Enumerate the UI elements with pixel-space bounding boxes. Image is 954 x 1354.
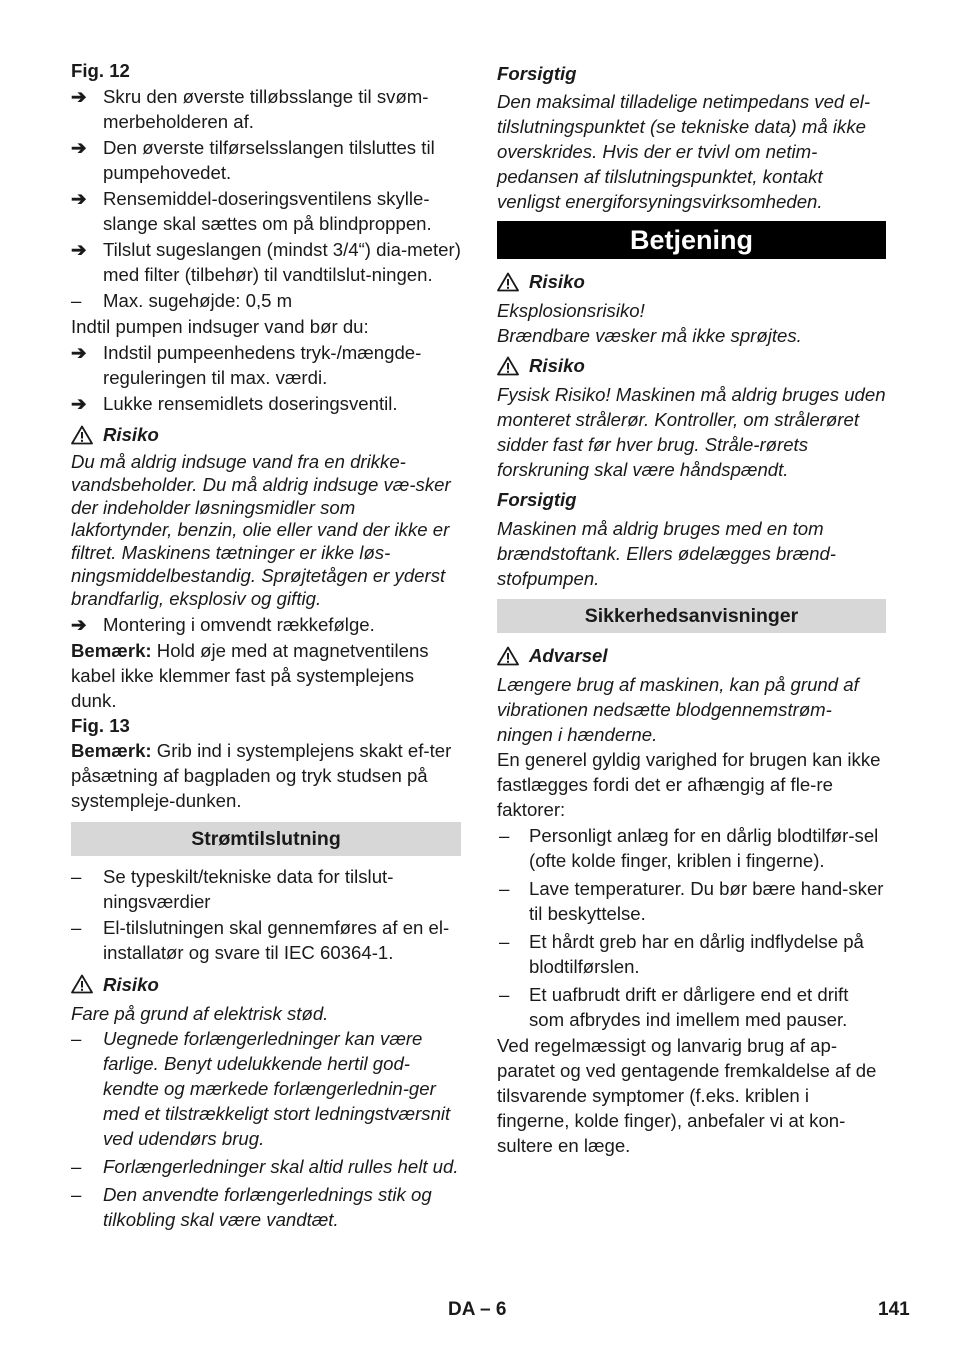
bemaerk-label: Bemærk: [71,639,152,661]
dash-bullet: – [71,916,82,938]
arrow-icon: ➔ [71,342,87,363]
risiko-text: Brændbare væsker må ikke sprøjtes. [497,325,802,346]
warning-triangle-icon [497,356,519,376]
dash-bullet: – [71,1183,82,1205]
warning-triangle-icon [497,646,519,666]
warning-triangle-icon [71,974,93,994]
arrow-icon: ➔ [71,86,87,107]
step-item [71,135,461,185]
section-heading-sikkerhedsanvisninger: Sikkerhedsanvisninger [497,599,886,633]
dash-item [71,1154,461,1179]
risiko-title: Risiko [529,355,585,376]
arrow-icon: ➔ [71,188,87,209]
step-item [71,84,461,134]
footer-section-label: DA – 6 [448,1299,507,1320]
right-column [497,58,886,1158]
warning-triangle-icon [71,425,93,445]
section-heading-betjening: Betjening [497,221,886,259]
dash-bullet: – [71,1027,82,1049]
risiko-text: Eksplosionsrisiko! [497,300,645,321]
bemaerk-text: Hold øje med at magnetventilens kabel ikke klemmer fast på systemplejens dunk. [71,639,429,711]
step-text: Indstil pumpeenhedens tryk-/mængde-reguleringen til max. værdi. [103,342,422,388]
forsigtig-text: Den maksimal tilladelige netimpedans ved el-tilslutningspunktet (se tekniske data) må ikke overskrides. Hvis der er tvivl om netim-pedansen af tilslutningspunktet, kontakt venligst energiforsyningsvirksomheden. [497,91,871,212]
arrow-icon: ➔ [71,137,87,158]
dash-bullet: – [499,825,510,846]
dash-bullet: – [71,1155,82,1177]
risiko-text: Fysisk Risiko! Maskinen må aldrig bruges uden monteret strålerør. Kontroller, om strålerøret sidder fast før hver brug. Stråle-rørets forskruning skal være håndspændt. [497,384,886,480]
advarsel-text: Længere brug af maskinen, kan på grund af vibrationen nedsætte blodgennemstrøm-ningen i hænderne. [497,674,859,745]
section-heading-stromtilslutning: Strømtilslutning [71,822,461,856]
arrow-icon: ➔ [71,239,87,260]
dash-item [71,1026,461,1151]
dash-item [497,876,886,926]
risiko-title: Risiko [103,973,159,995]
dash-text: Uegnede forlængerledninger kan være farlige. Benyt udelukkende hertil god-kendte og mærkede forlængerlednin-ger med et tilstrækkeligt stort ledningstværsnit ved udendørs brug. [103,1027,451,1149]
dash-text: Lave temperaturer. Du bør bære hand-sker til beskyttelse. [529,878,884,924]
advarsel-heading [497,643,886,668]
step-item [71,340,461,390]
page-number: 141 [878,1299,910,1320]
dash-bullet: – [499,931,510,952]
dash-text: El-tilslutningen skal gennemføres af en el-installatør og svare til IEC 60364-1. [103,916,450,963]
step-text: Tilslut sugeslangen (mindst 3/4“) dia-meter) med filter (tilbehør) til vandtilslut-ningen. [103,239,461,285]
dash-text: Et hårdt greb har en dårlig indflydelse på blodtilførslen. [529,931,864,977]
forsigtig-heading: Forsigtig [497,63,577,84]
dash-text: Forlængerledninger skal altid rulles helt ud. [103,1155,459,1177]
dash-item [71,915,461,965]
dash-item [497,823,886,873]
left-column [71,58,461,1232]
risiko-text: Fare på grund af elektrisk stød. [71,1002,329,1024]
risiko-heading [71,972,461,997]
regel-text: Ved regelmæssigt og lanvarig brug af ap-paratet og ved gentagende fremkaldelse af de tilsvarende symptomer (f.eks. kriblen i fingerne, kolde finger), anbefaler vi at kon-sultere en læge. [497,1035,877,1156]
generel-text: En generel gyldig varighed for brugen kan ikke fastlægges fordi det er afhængig af fle-re faktorer: [497,749,881,820]
step-item [71,612,461,637]
step-text: Lukke rensemidlets doseringsventil. [103,393,398,414]
risiko-title: Risiko [529,271,585,292]
forsigtig-text: Maskinen må aldrig bruges med en tom brændstoftank. Ellers ødelægges brænd-stofpumpen. [497,518,836,589]
step-item [71,391,461,416]
warning-triangle-icon [497,272,519,292]
dash-text: Personligt anlæg for en dårlig blodtilfør-sel (ofte kolde finger, kriblen i fingerne). [529,825,879,871]
step-text: Montering i omvendt rækkefølge. [103,613,375,635]
dash-text: Den anvendte forlængerlednings stik og tilkobling skal være vandtæt. [103,1183,432,1230]
bemaerk-label: Bemærk: [71,739,152,761]
step-text: Skru den øverste tilløbsslange til svøm-merbeholderen af. [103,86,429,132]
arrow-icon: ➔ [71,613,87,635]
fig-12-label: Fig. 12 [71,60,130,81]
risiko-heading [497,269,886,294]
bemaerk-paragraph [71,638,461,713]
risiko-heading [71,422,461,447]
dash-bullet: – [71,290,82,311]
dash-bullet: – [499,984,510,1005]
risiko-title: Risiko [103,424,159,445]
indtil-text: Indtil pumpen indsuger vand bør du: [71,316,369,337]
step-text: Den øverste tilførselsslangen tilsluttes til pumpehovedet. [103,137,435,183]
dash-item [71,1182,461,1232]
dash-bullet: – [499,878,510,899]
dash-bullet: – [71,865,82,887]
bemaerk-text: Grib ind i systemplejens skakt ef-ter påsætning af bagpladen og tryk studsen på systempleje-dunken. [71,739,452,811]
dash-item [497,982,886,1032]
fig-13-label: Fig. 13 [71,714,130,736]
advarsel-title: Advarsel [529,645,608,666]
dash-text: Max. sugehøjde: 0,5 m [103,290,293,311]
risiko-text: Du må aldrig indsuge vand fra en drikke-vandsbeholder. Du må aldrig indsuge væ-sker der indeholder løsningsmidler som lakfortynder, benzin, olie eller vand der ikke er filtret. Maskinens tætninger er ikke løs-ningsmiddelbestandig. Sprøjtetågen er yderst brandfarlig, eksplosiv og giftig. [71,451,451,609]
dash-text: Se typeskilt/tekniske data for tilslut-ningsværdier [103,865,394,912]
bemaerk-paragraph [71,738,461,813]
step-text: Rensemiddel-doseringsventilens skylle-slange skal sættes om på blindproppen. [103,188,432,234]
dash-text: Et uafbrudt drift er dårligere end et drift som afbrydes ind imellem med pauser. [529,984,849,1030]
risiko-heading [497,353,886,378]
arrow-icon: ➔ [71,393,87,414]
step-item [71,186,461,236]
dash-item [497,929,886,979]
dash-item [71,288,461,313]
forsigtig-heading: Forsigtig [497,489,577,510]
dash-item [71,864,461,914]
step-item [71,237,461,287]
